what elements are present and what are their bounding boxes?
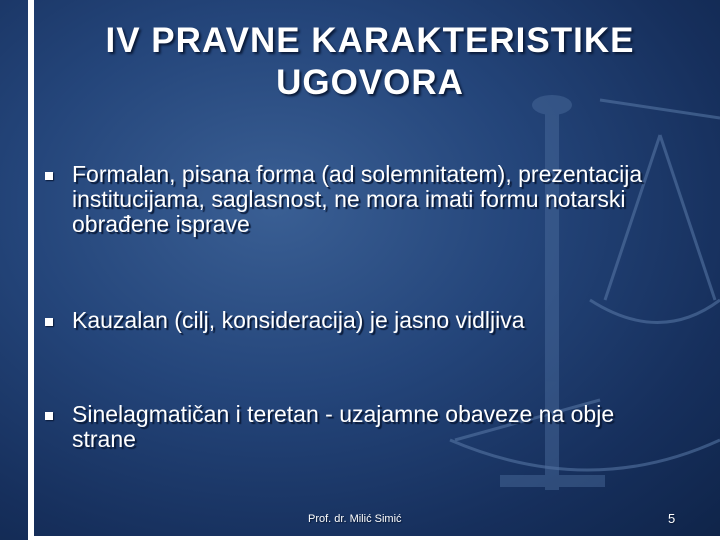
page-number: 5 [668,511,676,526]
square-bullet-icon [45,412,53,420]
bottom-frame-line [28,536,720,540]
footer-author: Prof. dr. Milić Simić [308,513,402,525]
square-bullet-icon [45,172,53,180]
square-bullet-icon [45,318,53,326]
bullet-text: Formalan, pisana forma (ad solemnitatem), prezentacija institucijama, saglasnost, ne mora imati formu notarski obrađene isprave [72,161,643,237]
title-line-2: UGOVORA [276,63,464,102]
bullet-text: Kauzalan (cilj, konsideracija) je jasno vidljiva [72,307,525,333]
title-line-1: IV PRAVNE KARAKTERISTIKE [105,21,635,60]
bullet-text: Sinelagmatičan i teretan - uzajamne obaveze na obje strane [72,401,615,452]
left-frame-line [28,0,34,540]
slide-title [40,20,700,104]
